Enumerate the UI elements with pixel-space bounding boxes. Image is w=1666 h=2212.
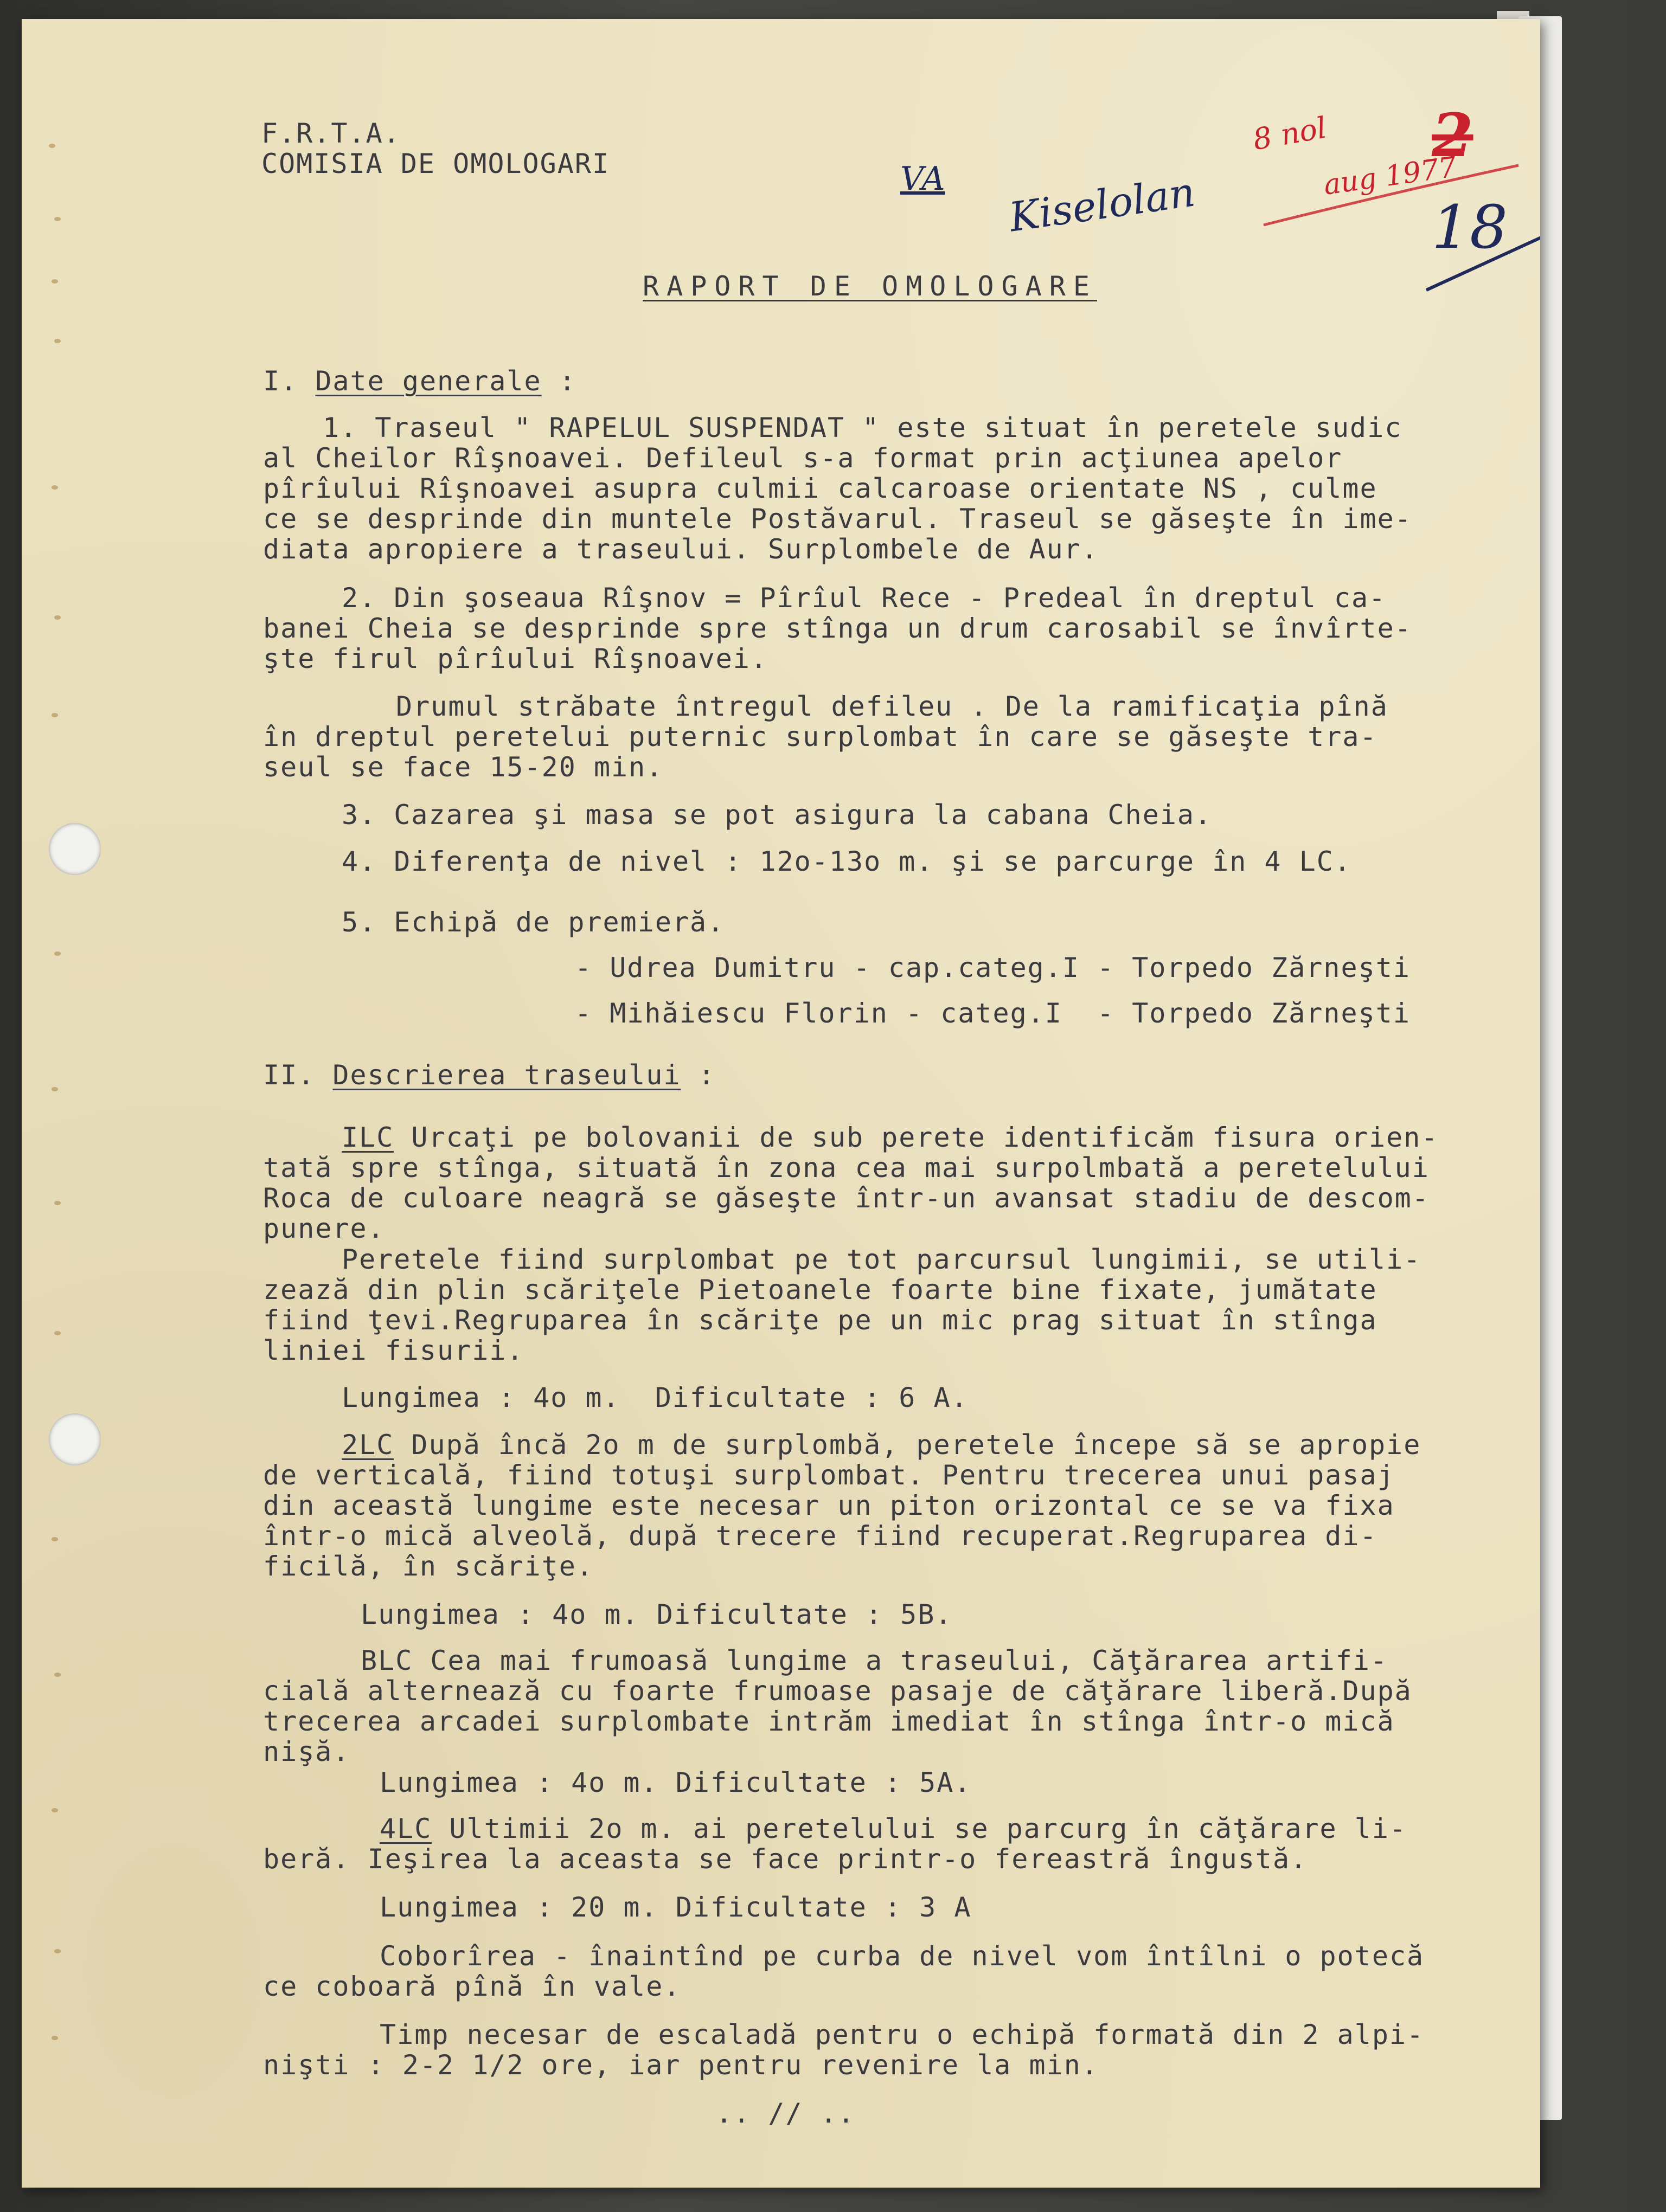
pin-mark [54, 1331, 61, 1335]
paragraph-line: punere. [263, 1213, 385, 1244]
pin-mark [52, 279, 58, 284]
paragraph-line: şte firul pîrîului Rîşnoavei. [263, 643, 768, 674]
paragraph-line: nişti : 2-2 1/2 ore, iar pentru revenire la min. [263, 2049, 1099, 2081]
pin-mark [52, 1087, 58, 1091]
paragraph-line: de verticală, fiind totuşi surplombat. Pentru trecerea unui pasaj [263, 1459, 1395, 1491]
paragraph-line: Drumul străbate întregul defileu . De la ramificaţia pînă [396, 691, 1388, 722]
pitch-length: Lungimea : 4o m. Dificultate : 6 A. [342, 1382, 969, 1413]
pin-mark [52, 1537, 58, 1541]
pitch-text: Ultimii 2o m. ai peretelului se parcurg în căţărare li- [432, 1813, 1407, 1844]
pitch-label: 4LC [380, 1813, 432, 1844]
handwritten-red-number: 2 [1432, 100, 1473, 170]
pin-mark [54, 615, 61, 620]
paragraph-line: trecerea arcadei surplombate intrăm imediat în stînga într-o mică [263, 1706, 1395, 1737]
paragraph-line: 3. Cazarea şi masa se pot asigura la cabana Cheia. [342, 799, 1213, 831]
pin-mark [54, 217, 61, 221]
paragraph-line: Roca de culoare neagră se găseşte într-un avansat stadiu de descom- [263, 1182, 1430, 1214]
team-member: - Udrea Dumitru - cap.categ.I - Torpedo Zărneşti [575, 952, 1411, 983]
paragraph-line: al Cheilor Rîşnoavei. Defileul s-a format prin acţiunea apelor [263, 442, 1343, 474]
pitch-text: După încă 2o m de surplombă, peretele începe să se apropie [394, 1429, 1421, 1461]
handwritten-red-date: aug 1977 [1322, 151, 1459, 202]
pin-mark [52, 485, 58, 490]
paragraph-line: zează din plin scăriţele Pietoanele foarte bine fixate, jumătate [263, 1274, 1377, 1306]
paragraph-line: Timp necesar de escaladă pentru o echipă formată din 2 alpi- [380, 2019, 1425, 2050]
pin-mark [54, 951, 61, 956]
section2-heading-suffix: : [681, 1059, 716, 1091]
pitch-length: Lungimea : 4o m. Dificultate : 5A. [380, 1767, 972, 1798]
pin-mark [52, 1808, 58, 1812]
punch-hole [49, 1413, 101, 1465]
pin-mark [52, 713, 58, 717]
team-member: - Mihăiescu Florin - categ.I - Torpedo Zărneşti [575, 998, 1411, 1029]
paragraph-line: în dreptul peretelui puternic surplombat în care se găseşte tra- [263, 721, 1377, 753]
paragraph-line: seul se face 15-20 min. [263, 751, 664, 783]
paragraph-line: ficilă, în scăriţe. [263, 1551, 594, 1582]
pin-mark [54, 1673, 61, 1677]
paragraph-line: Peretele fiind surplombat pe tot parcursul lungimii, se utili- [342, 1244, 1421, 1275]
pitch-label: ILC [342, 1122, 394, 1153]
pitch-length: Lungimea : 20 m. Dificultate : 3 A [380, 1892, 972, 1923]
handwritten-red-note: 8 nol [1250, 110, 1329, 157]
report-title: RAPORT DE OMOLOGARE [643, 271, 1097, 302]
paragraph-line [342, 1122, 1438, 1153]
paragraph-line [380, 1814, 1407, 1844]
section2-heading-number: II. [263, 1059, 316, 1091]
paragraph-line: 1. Traseul " RAPELUL SUSPENDAT " este situat în peretele sudic [323, 412, 1402, 443]
paragraph-line: ce coboară pînă în vale. [263, 1971, 681, 2002]
paragraph-line: tată spre stînga, situată în zona cea mai surpolmbată a peretelului [263, 1152, 1430, 1184]
paragraph-line: pîrîului Rîşnoavei asupra culmii calcaroase orientate NS , culme [263, 473, 1377, 504]
pin-mark [54, 1201, 61, 1205]
section1-heading-text: Date generale [315, 365, 542, 397]
paragraph-line [342, 1430, 1421, 1460]
pitch-length: Lungimea : 4o m. Dificultate : 5B. [361, 1599, 953, 1630]
pin-mark [49, 144, 55, 148]
paragraph-line: Coborîrea - înaintînd pe curba de nivel vom întîlni o potecă [380, 1940, 1425, 1972]
paragraph-line: banei Cheia se desprinde spre stînga un drum carosabil se învîrte- [263, 613, 1412, 644]
pitch-text: Urcaţi pe bolovanii de sub perete identificăm fisura orien- [394, 1122, 1439, 1153]
section2-heading [263, 1060, 716, 1090]
section1-heading-number: I. [263, 365, 298, 397]
header-commission: COMISIA DE OMOLOGARI [261, 148, 610, 179]
pitch-label: 2LC [342, 1429, 394, 1461]
paragraph-line: BLC Cea mai frumoasă lungime a traseului, Căţărarea artifi- [361, 1645, 1388, 1676]
paragraph-line: 2. Din şoseaua Rîşnov = Pîrîul Rece - Predeal în dreptul ca- [342, 582, 1387, 614]
section1-heading [263, 366, 576, 396]
pin-mark [54, 1949, 61, 1953]
page-continuation-mark: .. // .. [716, 2098, 855, 2129]
pin-mark [52, 2036, 58, 2040]
paragraph-line: liniei fisurii. [263, 1335, 524, 1366]
pin-mark [54, 339, 61, 343]
paragraph-line: cială alternează cu foarte frumoase pasaje de căţărare liberă.După [263, 1675, 1412, 1707]
section2-heading-text: Descrierea traseului [332, 1059, 681, 1091]
paragraph-line: din această lungime este necesar un piton orizontal ce se va fixa [263, 1490, 1395, 1521]
handwritten-initials: VA [900, 160, 945, 198]
paragraph-line: beră. Ieşirea la aceasta se face printr-o fereastră îngustă. [263, 1843, 1308, 1875]
section1-heading-suffix: : [541, 365, 576, 397]
paragraph-line: într-o mică alveolă, după trecere fiind recuperat.Regruparea di- [263, 1520, 1377, 1552]
paragraph-line: nişă. [263, 1736, 350, 1767]
paragraph-line: 4. Diferenţa de nivel : 12o-13o m. şi se parcurge în 4 LC. [342, 846, 1351, 877]
paragraph-line: diata apropiere a traseului. Surplombele de Aur. [263, 533, 1099, 565]
paragraph-line: ce se desprinde din muntele Postăvarul. Traseul se găseşte în ime- [263, 503, 1412, 535]
blue-pen-stroke [1421, 225, 1540, 301]
paragraph-line: 5. Echipă de premieră. [342, 906, 725, 938]
document-page [22, 19, 1540, 2188]
punch-hole [49, 823, 101, 875]
paragraph-line: fiind ţevi.Regruparea în scăriţe pe un mic prag situat în stînga [263, 1304, 1377, 1336]
header-org: F.R.T.A. [261, 118, 401, 149]
handwritten-signature: Kiselolan [1006, 169, 1198, 241]
handwritten-page-number: 18 [1432, 192, 1508, 262]
